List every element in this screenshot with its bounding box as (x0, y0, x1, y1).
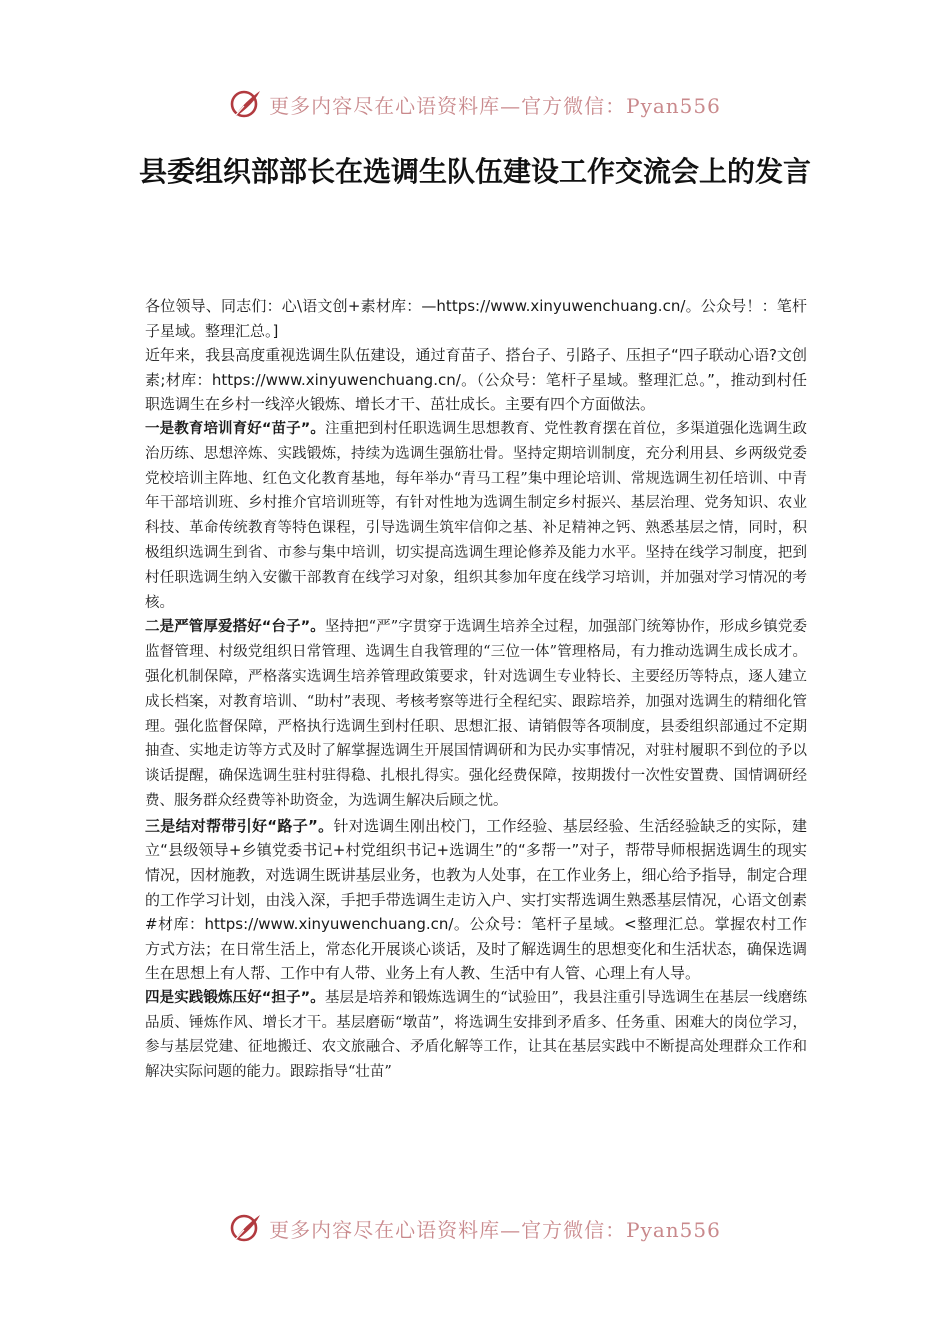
section-1-heading: 一是教育培训育好“苗子”。 (145, 420, 325, 437)
section-3-paragraph (145, 814, 807, 986)
banner-text: 更多内容尽在心语资料库—官方微信：Pyan556 (269, 1217, 721, 1242)
section-2-paragraph (145, 615, 807, 813)
section-1-paragraph (145, 417, 807, 615)
document-body (145, 294, 807, 1085)
intro-paragraph: 近年来，我县高度重视选调生队伍建设，通过育苗子、搭台子、引路子、压担子“四子联动心语?文创素;材库：https://www.xinyuwenchuang.cn/。（公众号：笔杆子星域。整理汇总。”，推动到村任职选调生在乡村一线淬火锻炼、增长才干、茁壮成长。主要有四个方面做法。 (145, 346, 807, 414)
greeting-paragraph: 各位领导、同志们：心\语文创+素材库：—https://www.xinyuwenchuang.cn/。公众号！：笔杆子星域。整理汇总。] (145, 297, 807, 340)
section-1-text: 注重把到村任职选调生思想教育、党性教育摆在首位，多渠道强化选调生政治历练、思想淬炼、实践锻炼，持续为选调生强筋壮骨。坚持定期培训制度，充分利用县、乡两级党委党校培训主阵地、红色文化教育基地，每年举办“青马工程”集中理论培训、常规选调生初任培训、中青年干部培训班、乡村推介官培训班等，有针对性地为选调生制定乡村振兴、基层治理、党务知识、农业科技、革命传统教育等特色课程，引导选调生筑牢信仰之基、补足精神之钙、熟悉基层之情，同时，积极组织选调生到省、市参与集中培训，切实提高选调生理论修养及能力水平。坚持在线学习制度，把到村任职选调生纳入安徽干部教育在线学习对象，组织其参加年度在线学习培训，并加强对学习情况的考核。 (145, 420, 808, 611)
footer-banner (0, 1208, 950, 1248)
quill-logo-icon (229, 1211, 263, 1245)
section-3-heading: 三是结对帮带引好“路子”。 (145, 816, 334, 835)
section-2-heading: 二是严管厚爱搭好“台子”。 (145, 619, 325, 636)
section-2-text: 坚持把“严”字贯穿于选调生培养全过程，加强部门统筹协作，形成乡镇党委监督管理、村级党组织日常管理、选调生自我管理的“三位一体”管理格局，有力推动选调生成长成才。强化机制保障，严格落实选调生培养管理政策要求，针对选调生专业特长、主要经历等特点，逐人建立成长档案，对教育培训、“助村”表现、考核考察等进行全程纪实、跟踪培养，加强对选调生的精细化管理。强化监督保障，严格执行选调生到村任职、思想汇报、请销假等各项制度，县委组织部通过不定期抽查、实地走访等方式及时了解掌握选调生开展国情调研和为民办实事情况，对驻村履职不到位的予以谈话提醒，确保选调生驻村驻得稳、扎根扎得实。强化经费保障，按期拨付一次性安置费、国情调研经费、服务群众经费等补助资金，为选调生解决后顾之忧。 (145, 619, 808, 809)
section-4-paragraph (145, 986, 807, 1085)
quill-logo-icon (229, 87, 263, 121)
section-4-heading: 四是实践锻炼压好“担子”。 (145, 989, 325, 1006)
banner-text: 更多内容尽在心语资料库—官方微信：Pyan556 (269, 93, 721, 118)
section-4-text: 基层是培养和锻炼选调生的“试验田”，我县注重引导选调生在基层一线磨练品质、锤炼作风、增长才干。基层磨砺“墩苗”，将选调生安排到矛盾多、任务重、困难大的岗位学习，参与基层党建、征地搬迁、农文旅融合、矛盾化解等工作，让其在基层实践中不断提高处理群众工作和解决实际问题的能力。跟踪指导“壮苗” (145, 989, 808, 1081)
document-title: 县委组织部部长在选调生队伍建设工作交流会上的发言 (138, 155, 811, 188)
header-banner (0, 84, 950, 124)
section-3-text: 针对选调生刚出校门，工作经验、基层经验、生活经验缺乏的实际，建立“县级领导+乡镇党委书记+村党组织书记+选调生”的“多帮一”对子，帮带导师根据选调生的现实情况，因材施教，对选调生既讲基层业务，也教为人处事，在工作业务上，细心给予指导，制定合理的工作学习计划，由浅入深，手把手带选调生走访入户、实打实帮选调生熟悉基层情况，心语文创素#材库：https://www.xinyuwenchuang.cn/。公众号：笔杆子星域。<整理汇总。掌握农村工作方式方法；在日常生活上，常态化开展谈心谈话，及时了解选调生的思想变化和生活状态，确保选调生在思想上有人帮、工作中有人带、业务上有人教、生活中有人管、心理上有人导。 (145, 816, 807, 983)
